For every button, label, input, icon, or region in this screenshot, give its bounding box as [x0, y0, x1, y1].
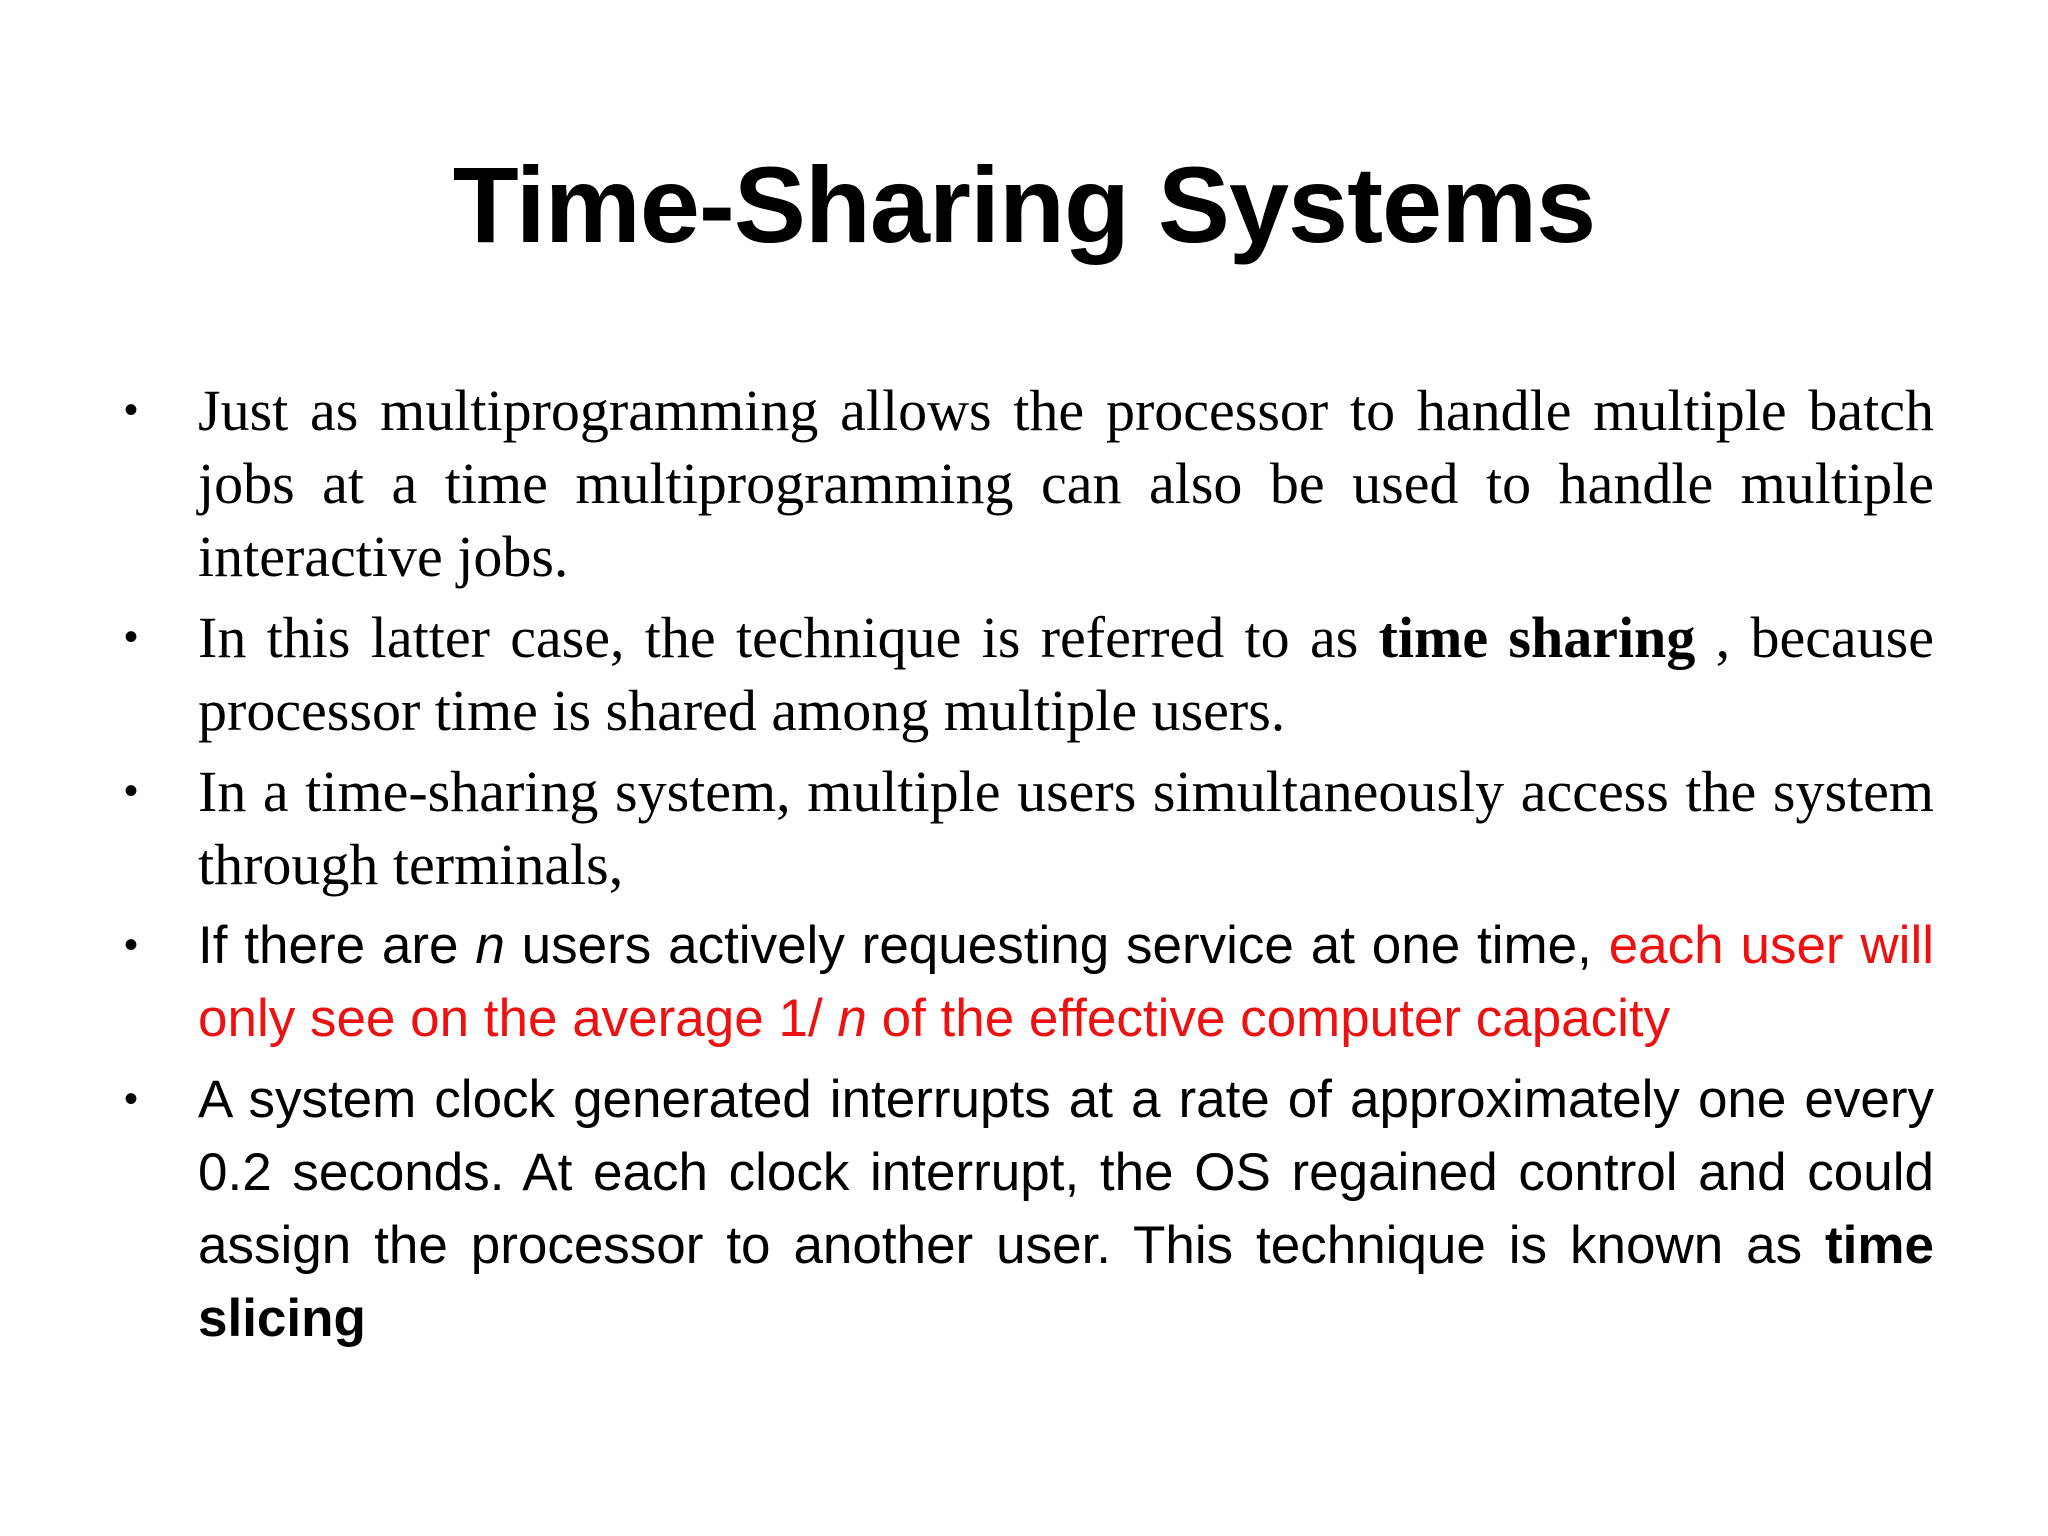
bullet-text	[198, 916, 1934, 1048]
bullet-text	[198, 1070, 1934, 1348]
bullet-icon: •	[124, 923, 139, 967]
bullet-text: Just as multiprogramming allows the processor to handle multiple batch jobs at a time multiprogramming can also be used to handle multiple interactive jobs.	[198, 378, 1934, 589]
bullet-item	[124, 1063, 1934, 1355]
bullet-text-prefix: In this latter case, the technique is referred to as	[198, 605, 1379, 670]
highlight-text-part2: of the effective computer capacity	[866, 989, 1671, 1048]
term-time-sharing: time sharing	[1378, 605, 1696, 670]
bullet-icon: •	[124, 769, 139, 813]
variable-n-highlight: n	[837, 989, 867, 1048]
slide-title: Time-Sharing Systems	[452, 144, 1596, 265]
bullet-text-prefix: If there are	[198, 916, 476, 975]
term-time-slicing: time slicing	[198, 1216, 1934, 1348]
bullet-item	[124, 374, 1934, 593]
bullet-item	[124, 909, 1934, 1055]
bullet-text-suffix: , because processor time is shared among multiple users.	[198, 605, 1934, 743]
bullet-item	[124, 601, 1934, 747]
bullet-icon: •	[124, 388, 139, 432]
highlight-text-part1: each user will only see on the average 1/	[198, 916, 1934, 1048]
bullet-text: In a time-sharing system, multiple users simultaneously access the system through terminals,	[198, 759, 1934, 897]
variable-n: n	[475, 916, 505, 975]
bullet-item	[124, 755, 1934, 901]
bullet-icon: •	[124, 615, 139, 659]
bullet-list	[124, 374, 1934, 1363]
bullet-text-body: A system clock generated interrupts at a rate of approximately one every 0.2 seconds. At each clock interrupt, the OS regained control and could assign the processor to another user. This technique is known as	[198, 1070, 1934, 1275]
bullet-icon: •	[124, 1077, 139, 1121]
bullet-text	[198, 605, 1934, 743]
bullet-text-middle: users actively requesting service at one time,	[504, 916, 1609, 975]
